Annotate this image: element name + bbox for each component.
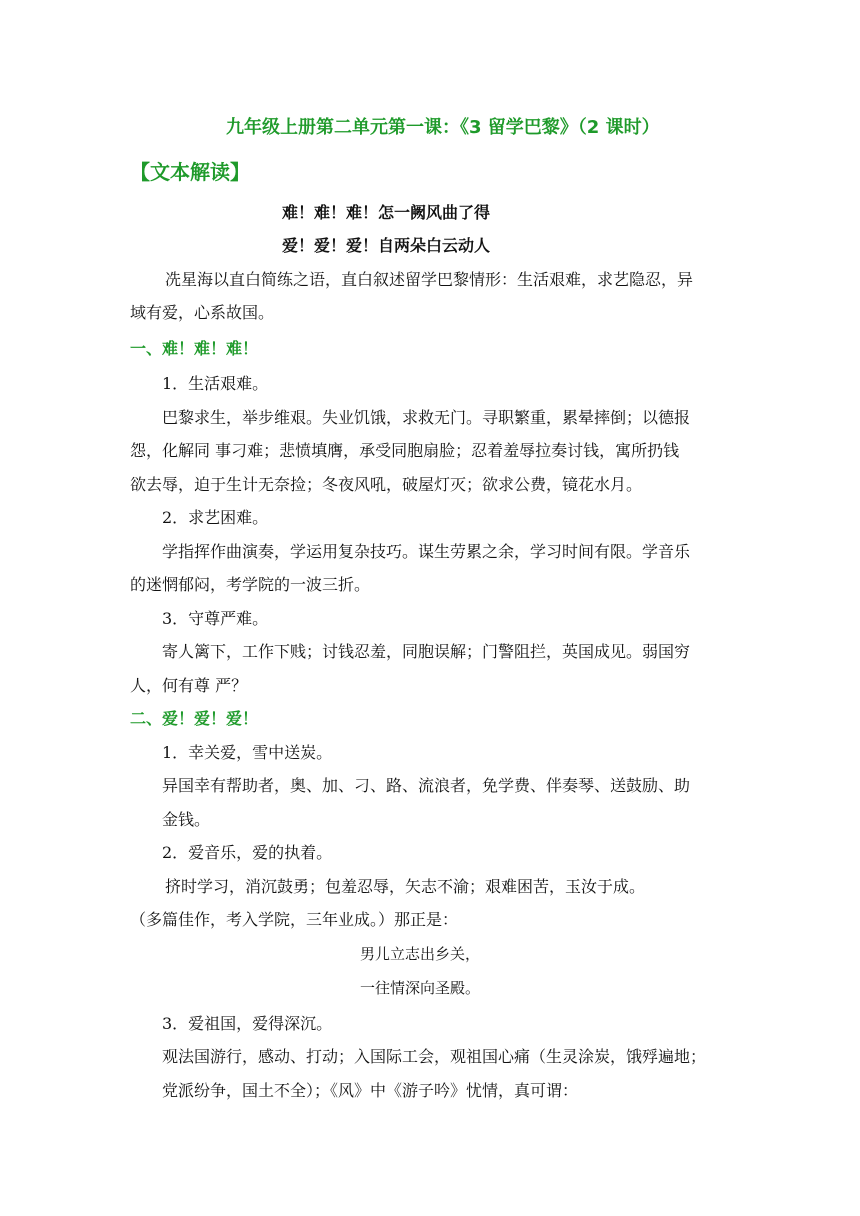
part2-item2-line2: （多篇佳作，考入学院，三年业成。）那正是： [130, 910, 459, 929]
couplet-line-2: 爱！爱！爱！自两朵白云动人 [282, 236, 491, 255]
part2-item1-line1: 异国幸有帮助者，奥、加、刁、路、流浪者，免学费、伴奏琴、送鼓励、助 [162, 776, 691, 795]
part2-item2-label: 2．爱音乐，爱的执着。 [162, 843, 333, 862]
part1-item2-line1: 学指挥作曲演奏，学运用复杂技巧。谋生劳累之余，学习时间有限。学音乐 [162, 542, 691, 561]
intro-line-1: 冼星海以直白简练之语，直白叙述留学巴黎情形：生活艰难，求艺隐忍，异 [165, 270, 694, 289]
part2-item3-line2: 党派纷争，国土不全）；《风》中《游子吟》忧情，真可谓： [162, 1081, 579, 1100]
part1-item1-line1: 巴黎求生，举步维艰。失业饥饿，求救无门。寻职繁重，累晕摔倒；以德报 [162, 408, 691, 427]
part2-item1-line2: 金钱。 [162, 810, 211, 829]
part2-item2-line1: 挤时学习，消沉鼓勇；包羞忍辱，矢志不渝；艰难困苦，玉汝于成。 [165, 877, 646, 896]
part2-item3-label: 3．爱祖国，爱得深沉。 [162, 1014, 333, 1033]
couplet-line-1: 难！难！难！怎一阙风曲了得 [282, 203, 491, 222]
poem-line-1: 男儿立志出乡关， [360, 945, 481, 963]
section-header: 【文本解读】 [130, 160, 250, 184]
part2-item3-line1: 观法国游行，感动、打动；入国际工会，观祖国心痛（生灵涂炭，饿殍遍地； [162, 1047, 707, 1066]
part1-heading: 一、难！难！难！ [130, 339, 259, 358]
page-title: 九年级上册第二单元第一课：《3 留学巴黎》（2 课时） [226, 117, 660, 138]
part1-item3-label: 3．守尊严难。 [162, 609, 269, 628]
part1-item2-line2: 的迷惘郁闷，考学院的一波三折。 [130, 575, 371, 594]
poem-line-2: 一往情深向圣殿。 [360, 979, 481, 997]
part1-item2-label: 2．求艺困难。 [162, 508, 269, 527]
part2-item1-label: 1．幸关爱，雪中送炭。 [162, 743, 333, 762]
part2-heading: 二、爱！爱！爱！ [130, 709, 259, 728]
part1-item3-line2: 人，何有尊 严？ [130, 676, 248, 695]
intro-line-2: 域有爱，心系故国。 [130, 303, 275, 322]
part1-item1-line3: 欲去辱，迫于生计无奈捡；冬夜风吼，破屋灯灭；欲求公费，镜花水月。 [130, 475, 643, 494]
part1-item1-line2: 怨，化解同 事刁难；悲愤填膺，承受同胞扇脸；忍着羞辱拉奏讨钱，寓所扔钱 [130, 441, 680, 460]
part1-item3-line1: 寄人篱下，工作下贱；讨钱忍羞，同胞误解；门警阻拦，英国成见。弱国穷 [162, 642, 691, 661]
part1-item1-label: 1．生活艰难。 [162, 374, 269, 393]
